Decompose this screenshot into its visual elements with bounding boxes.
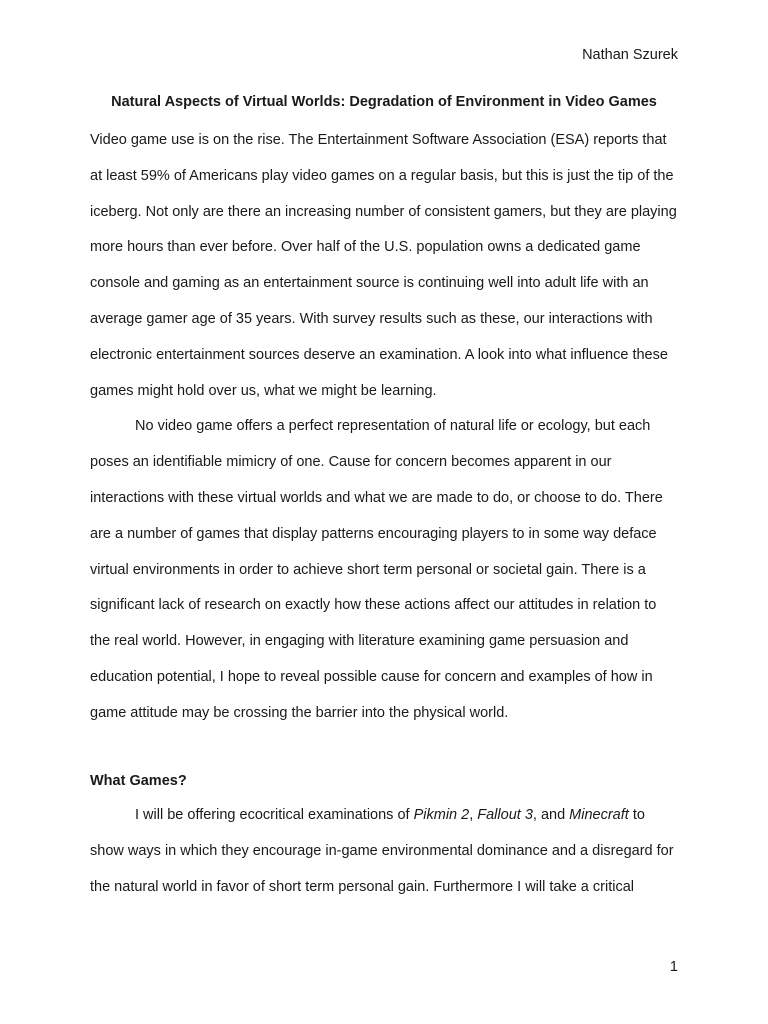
- paragraph-1: Video game use is on the rise. The Entertainment Software Association (ESA) reports that at least 59% of Americans play video games on a regular basis, but this is just the tip of the iceberg. Not only are there an increasing number of consistent gamers, but they are playing more hours than ever before. Over half of the U.S. population owns a dedicated game console and gaming as an entertainment source is continuing well into adult life with an average gamer age of 35 years. With survey results such as these, our interactions with electronic entertainment sources deserve an examination. A look into what influence these games might hold over us, what we might be learning.: [90, 132, 677, 399]
- page-number: 1: [669, 959, 678, 975]
- paragraph-3-rest: to show ways in which they encourage in-game environmental dominance and a disregard for the natural world in favor of short term personal gain. Furthermore I will take a critical: [90, 807, 674, 895]
- paragraph-2: No video game offers a perfect representation of natural life or ecology, but each poses an identifiable mimicry of one. Cause for concern becomes apparent in our interactions with these virtual worlds and what we are made to do, or choose to do. There are a number of games that display patterns encouraging players to in some way deface virtual environments in order to achieve short term personal or societal gain. There is a significant lack of research on exactly how these actions affect our attitudes in relation to the real world. However, in engaging with literature examining game persuasion and education potential, I hope to reveal possible cause for concern and examples of how in game attitude may be crossing the barrier into the physical world.: [90, 418, 663, 721]
- document-title: Natural Aspects of Virtual Worlds: Degradation of Environment in Video Games: [111, 94, 657, 110]
- paragraph-3-intro: I will be offering ecocritical examinations of: [135, 807, 414, 823]
- paragraph-3-sep-1: ,: [469, 807, 478, 823]
- body-section-intro: [90, 123, 680, 732]
- author-header: Nathan Szurek: [582, 47, 678, 63]
- game-title-pikmin: Pikmin 2: [413, 807, 470, 823]
- paragraph-3-sep-2: , and: [532, 807, 570, 823]
- body-section-games: [90, 798, 680, 905]
- game-title-fallout: Fallout 3: [477, 807, 533, 823]
- game-title-minecraft: Minecraft: [569, 807, 629, 823]
- paragraph-3: [90, 798, 680, 905]
- section-heading: What Games?: [90, 773, 187, 789]
